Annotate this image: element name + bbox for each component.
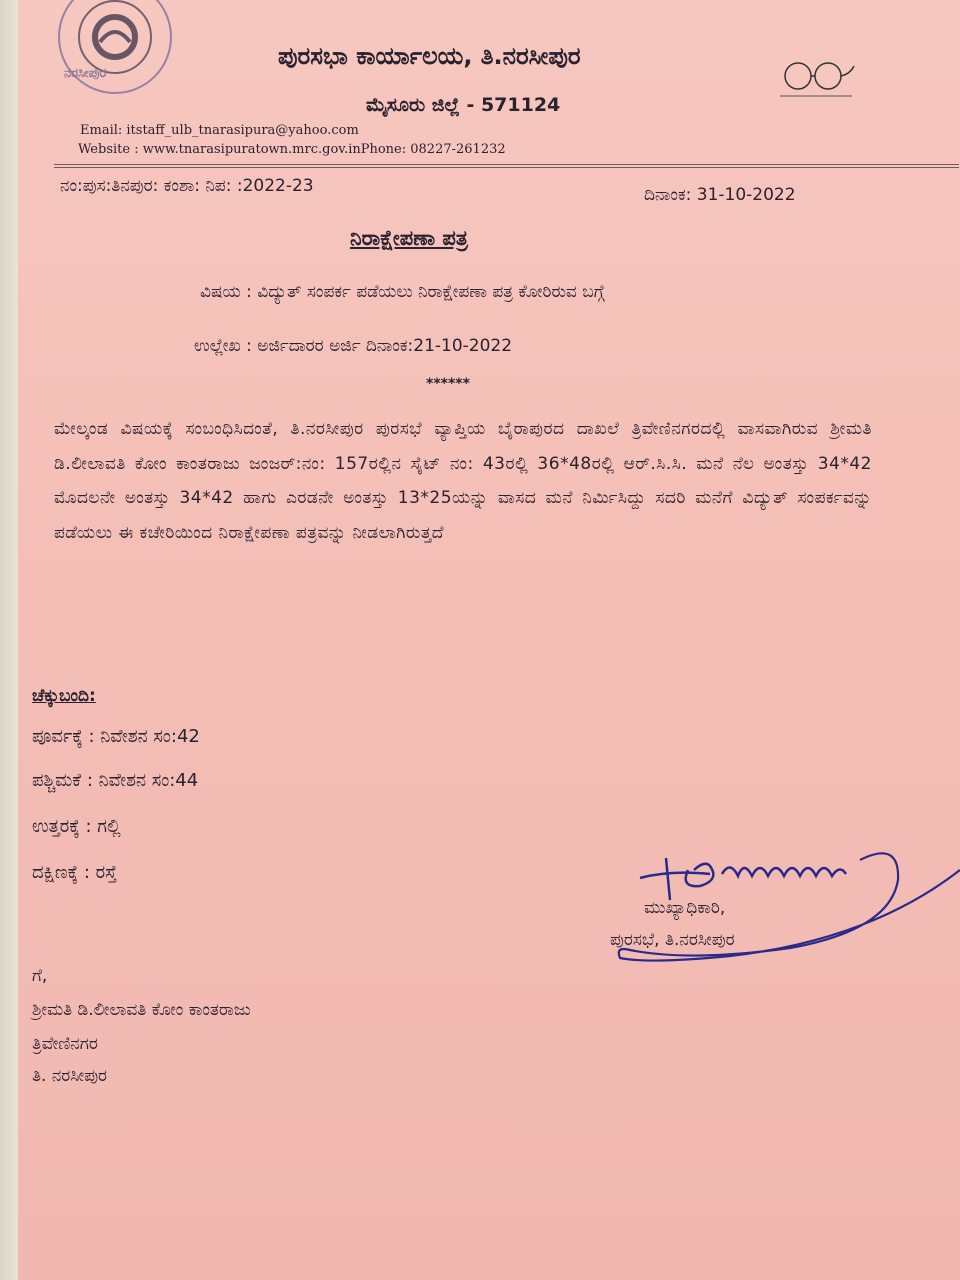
boundary-east: ಪೂರ್ವಕ್ಕೆ : ನಿವೇಶನ ಸಂ:42 xyxy=(32,726,200,747)
municipal-seal-icon xyxy=(58,0,172,94)
letter-title: ನಿರಾಕ್ಷೇಪಣಾ ಪತ್ರ xyxy=(350,226,468,250)
separator-stars: ****** xyxy=(426,376,470,392)
district-line: ಮೈಸೂರು ಜಿಲ್ಲೆ - 571124 xyxy=(366,94,561,116)
boundaries-heading: ಚೆಕ್ಕುಬಂದಿ: xyxy=(32,686,96,706)
addressee-town: ತಿ. ನರಸೀಪುರ xyxy=(32,1066,108,1086)
addressee-to: ಗೆ, xyxy=(32,966,48,986)
reference-number: ನಂ:ಪುಸ:ತಿನಪುರ: ಕಂಶಾ: ನಿಪ: :2022-23 xyxy=(60,176,314,196)
swachh-bharat-logo-icon xyxy=(774,56,854,96)
office-title: ಪುರಸಭಾ ಕಾರ್ಯಾಲಯ, ತಿ.ನರಸೀಪುರ xyxy=(278,42,581,70)
emblem-swirl-icon xyxy=(80,2,150,72)
header-rule-bottom xyxy=(54,167,959,168)
seal-emblem-icon xyxy=(78,0,152,74)
website-phone-text: Website : www.tnarasipuratown.mrc.gov.inPhone: 08227-261232 xyxy=(78,142,506,157)
header-rule-top xyxy=(54,164,959,165)
seal-text: ನರಸೀಪುರ xyxy=(64,66,107,81)
letter-body: ಮೇಲ್ಕಂಡ ವಿಷಯಕ್ಕೆ ಸಂಬಂಧಿಸಿದಂತೆ, ತಿ.ನರಸೀಪುರ ಪುರಸಭೆ ವ್ಯಾಪ್ತಿಯ ಬೈರಾಪುರದ ದಾಖಲೆ ತ್ರಿವೇಣಿನಗರದಲ್ಲಿ ವಾಸವಾಗಿರುವ ಶ್ರೀಮತಿ ಡಿ.ಲೀಲಾವತಿ ಕೋಂ ಕಾಂತರಾಜು ಜಂಜರ್:ನಂ: 157ರಲ್ಲಿನ ಸೈಟ್ ನಂ: 43ರಲ್ಲಿ 36*48ರಲ್ಲಿ ಆರ್.ಸಿ.ಸಿ. ಮನೆ ನೆಲ ಅಂತಸ್ತು 34*42 ಮೊದಲನೇ ಅಂತಸ್ತು 34*42 ಹಾಗು ಎರಡನೇ ಅಂತಸ್ತು 13*25ಯನ್ನು ವಾಸದ ಮನೆ ನಿರ್ಮಿಸಿದ್ದು ಸದರಿ ಮನೆಗೆ ವಿದ್ಯುತ್ ಸಂಪರ್ಕವನ್ನು ಪಡೆಯಲು ಈ ಕಚೇರಿಯಿಂದ ನಿರಾಕ್ಷೇಪಣಾ ಪತ್ರವನ್ನು ನೀಡಲಾಗಿರುತ್ತದೆ xyxy=(54,419,872,543)
addressee-name: ಶ್ರೀಮತಿ ಡಿ.ಲೀಲಾವತಿ ಕೋಂ ಕಾಂತರಾಜು xyxy=(32,1000,251,1020)
boundary-north: ಉತ್ತರಕ್ಕೆ : ಗಲ್ಲಿ xyxy=(32,816,121,837)
letter-sheet xyxy=(18,0,960,1280)
addressee-area: ತ್ರಿವೇಣಿನಗರ xyxy=(32,1034,98,1054)
signatory-office: ಪುರಸಭೆ, ತಿ.ನರಸೀಪುರ xyxy=(610,930,735,950)
boundary-south: ದಕ್ಷಿಣಕ್ಕೆ : ರಸ್ತೆ xyxy=(32,862,117,883)
reference-line: ಉಲ್ಲೇಖ : ಅರ್ಜಿದಾರರ ಅರ್ಜಿ ದಿನಾಂಕ:21-10-2022 xyxy=(194,336,513,356)
email-text: Email: itstaff_ulb_tnarasipura@yahoo.com xyxy=(80,123,359,138)
letter-date: ದಿನಾಂಕ: 31-10-2022 xyxy=(644,185,796,205)
boundary-west: ಪಶ್ಚಿಮಕೆ : ನಿವೇಶನ ಸಂ:44 xyxy=(32,770,199,791)
subject-line: ವಿಷಯ : ವಿದ್ಯುತ್ ಸಂಪರ್ಕ ಪಡೆಯಲು ನಿರಾಕ್ಷೇಪಣಾ ಪತ್ರ ಕೋರಿರುವ ಬಗ್ಗೆ xyxy=(200,282,605,302)
signatory-designation: ಮುಖ್ಯಾಧಿಕಾರಿ, xyxy=(644,898,726,918)
